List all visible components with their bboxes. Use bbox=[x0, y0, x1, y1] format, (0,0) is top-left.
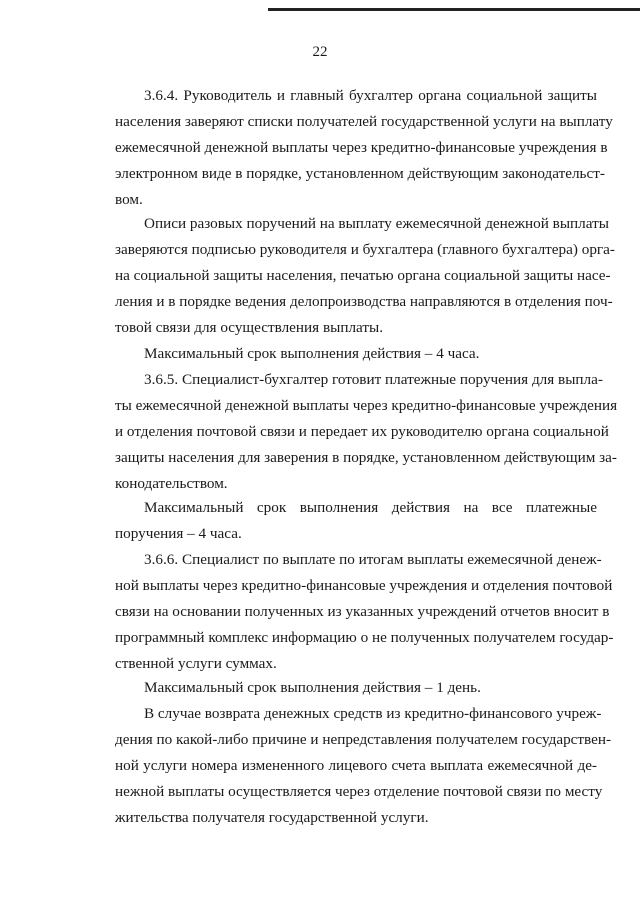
text-line: заверяются подписью руководителя и бухгалтера (главного бухгалтера) орга- bbox=[115, 241, 615, 258]
top-rule bbox=[268, 8, 640, 11]
page-number: 22 bbox=[312, 44, 328, 60]
text-line: электронном виде в порядке, установленном действующим законодательст- bbox=[115, 165, 605, 182]
text-line: конодательством. bbox=[115, 475, 228, 492]
text-line: связи на основании полученных из указанных учреждений отчетов вносит в bbox=[115, 603, 610, 620]
text-line: Максимальный срок выполнения действия – 4 часа. bbox=[144, 345, 480, 362]
text-line: поручения – 4 часа. bbox=[115, 525, 242, 542]
text-line: защиты населения для заверения в порядке, установленном действующим за- bbox=[115, 449, 617, 466]
text-line: ления и в порядке ведения делопроизводства направляются в отделения поч- bbox=[115, 293, 613, 310]
text-line: дения по какой-либо причине и непредставления получателем государствен- bbox=[115, 731, 612, 748]
text-line: 3.6.5. Специалист-бухгалтер готовит платежные поручения для выпла- bbox=[144, 371, 603, 388]
text-line: и отделения почтовой связи и передает их руководителю органа социальной bbox=[115, 423, 609, 440]
text-line: Максимальный срок выполнения действия на все платежные bbox=[144, 499, 597, 516]
text-line: Максимальный срок выполнения действия – 1 день. bbox=[144, 679, 481, 696]
text-line: на социальной защиты населения, печатью органа социальной защиты насе- bbox=[115, 267, 611, 284]
text-line: программный комплекс информацию о не полученных получателем государ- bbox=[115, 629, 614, 646]
text-line: нежной выплаты осуществляется через отделение почтовой связи по месту bbox=[115, 783, 603, 800]
text-line: вом. bbox=[115, 191, 143, 208]
text-line: ежемесячной денежной выплаты через кредитно-финансовые учреждения в bbox=[115, 139, 608, 156]
text-line: жительства получателя государственной услуги. bbox=[115, 809, 429, 826]
text-line: 3.6.4. Руководитель и главный бухгалтер органа социальной защиты bbox=[144, 87, 597, 104]
text-line: ной выплаты через кредитно-финансовые учреждения и отделения почтовой bbox=[115, 577, 613, 594]
text-line: 3.6.6. Специалист по выплате по итогам выплаты ежемесячной денеж- bbox=[144, 551, 602, 568]
text-line: населения заверяют списки получателей государственной услуги на выплату bbox=[115, 113, 613, 130]
text-line: ной услуги номера измененного лицевого счета выплата ежемесячной де- bbox=[115, 757, 597, 774]
text-line: ты ежемесячной денежной выплаты через кредитно-финансовые учреждения bbox=[115, 397, 618, 414]
text-line: товой связи для осуществления выплаты. bbox=[115, 319, 384, 336]
text-line: Описи разовых поручений на выплату ежемесячной денежной выплаты bbox=[144, 215, 609, 232]
text-line: В случае возврата денежных средств из кредитно-финансового учреж- bbox=[144, 705, 602, 722]
text-line: ственной услуги суммах. bbox=[115, 655, 277, 672]
